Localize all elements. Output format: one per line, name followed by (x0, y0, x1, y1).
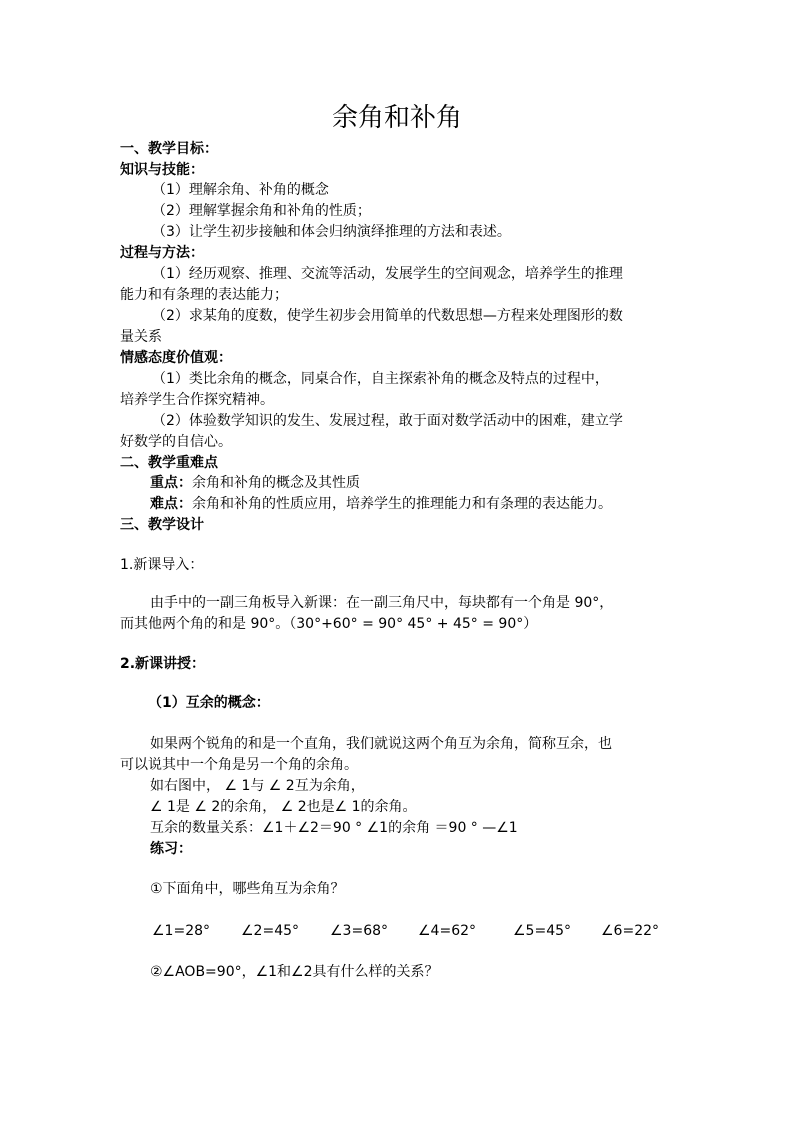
section-heading-key-points: 二、教学重难点 (120, 455, 218, 471)
intro-heading: 1.新课导入： (120, 557, 204, 573)
angle-item: ∠4=62° (418, 923, 477, 939)
attitude-item-2-line-2: 好数学的自信心。 (120, 434, 232, 450)
process-item-2-line-1: （2）求某角的度数，使学生初步会用简单的代数思想—方程来处理图形的数 (152, 308, 623, 324)
attitude-item-1-line-2: 培养学生合作探究精神。 (120, 392, 274, 408)
question-2: ②∠AOB=90°，∠1和∠2具有什么样的关系？ (150, 964, 439, 980)
relation-line: 互余的数量关系：∠1＋∠2＝90 ° ∠1的余角 ＝90 ° —∠1 (150, 820, 518, 836)
intro-line-2: 而其他两个角的和是 90°。（30°+60° = 90° 45° + 45° = 90°） (120, 616, 538, 632)
lecture-heading: 2.新课讲授： (120, 656, 206, 672)
section-heading-design: 三、教学设计 (120, 517, 204, 533)
figure-line-1: 如右图中， ∠ 1与 ∠ 2互为余角， (150, 778, 365, 794)
difficulty-text: 余角和补角的性质应用，培养学生的推理能力和有条理的表达能力。 (192, 496, 612, 512)
page-title: 余角和补角 (331, 103, 462, 133)
subheading-attitude: 情感态度价值观： (120, 350, 232, 366)
attitude-item-2-line-1: （2）体验数学知识的发生、发展过程，敢于面对数学活动中的困难，建立学 (152, 413, 623, 429)
lecture-sub-heading: （1）互余的概念： (148, 695, 270, 711)
section-heading-objectives: 一、教学目标： (120, 141, 218, 157)
angle-item: ∠6=22° (601, 923, 660, 939)
knowledge-item-2: （2）理解掌握余角和补角的性质； (152, 203, 371, 219)
process-item-1-line-1: （1）经历观察、推理、交流等活动，发展学生的空间观念，培养学生的推理 (152, 266, 623, 282)
practice-label: 练习： (150, 841, 192, 857)
subheading-knowledge: 知识与技能： (120, 162, 204, 178)
key-point-label: 重点： (150, 475, 192, 491)
key-point-line (150, 473, 360, 493)
key-point-text: 余角和补角的概念及其性质 (192, 475, 360, 491)
definition-line-2: 可以说其中一个角是另一个角的余角。 (120, 757, 358, 773)
definition-line-1: 如果两个锐角的和是一个直角，我们就说这两个角互为余角，简称互余，也 (150, 736, 612, 752)
angle-item: ∠2=45° (241, 923, 300, 939)
difficulty-line (150, 494, 612, 514)
angle-item: ∠3=68° (330, 923, 389, 939)
knowledge-item-1: （1）理解余角、补角的概念 (152, 182, 329, 198)
process-item-1-line-2: 能力和有条理的表达能力； (120, 287, 288, 303)
figure-line-2: ∠ 1是 ∠ 2的余角， ∠ 2也是∠ 1的余角。 (150, 799, 417, 815)
difficulty-label: 难点： (150, 496, 192, 512)
angle-item: ∠1=28° (152, 923, 211, 939)
angle-item: ∠5=45° (513, 923, 572, 939)
knowledge-item-3: （3）让学生初步接触和体会归纳演绎推理的方法和表述。 (152, 224, 511, 240)
intro-line-1: 由手中的一副三角板导入新课：在一副三角尺中，每块都有一个角是 90°， (150, 595, 614, 611)
process-item-2-line-2: 量关系 (120, 329, 162, 345)
subheading-process: 过程与方法： (120, 245, 204, 261)
attitude-item-1-line-1: （1）类比余角的概念，同桌合作，自主探索补角的概念及特点的过程中， (152, 371, 609, 387)
question-1: ①下面角中，哪些角互为余角？ (150, 881, 345, 897)
